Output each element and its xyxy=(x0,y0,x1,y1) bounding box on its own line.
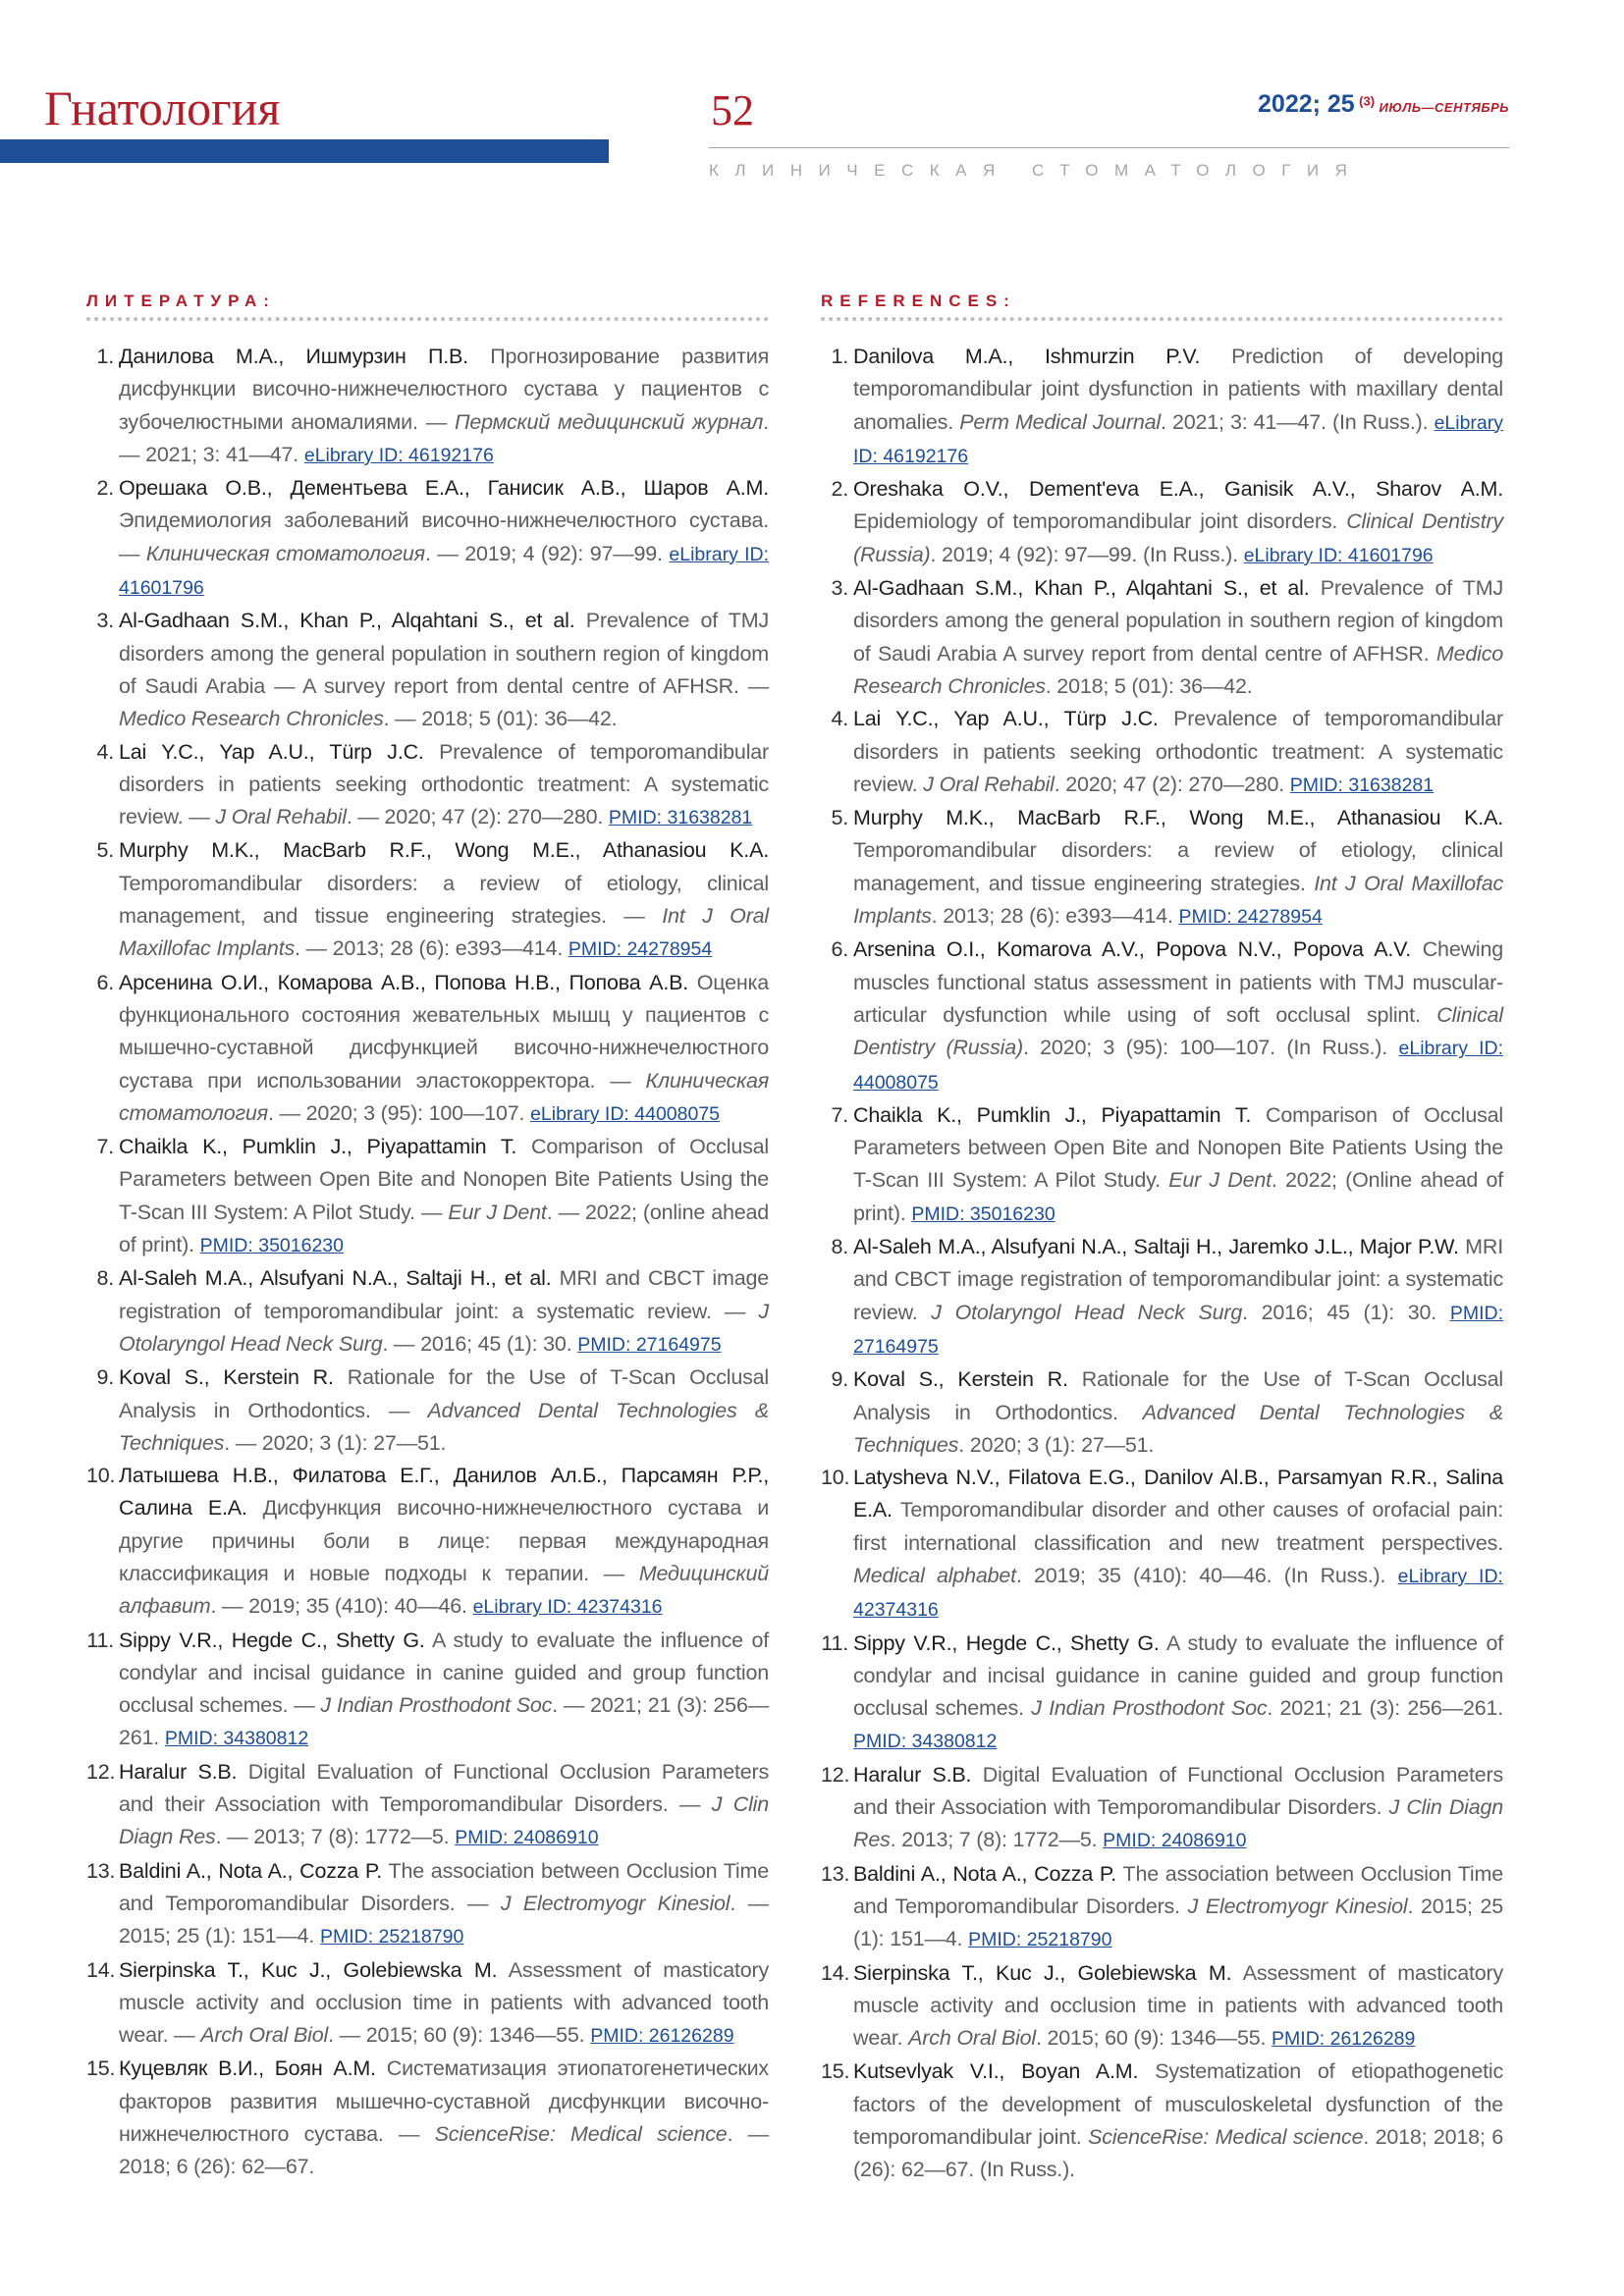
reference-item xyxy=(86,1756,769,1855)
reference-number: 14. xyxy=(821,1960,850,1985)
reference-link[interactable]: eLibrary ID: 46192176 xyxy=(853,411,1504,467)
reference-link[interactable]: PMID: 24278954 xyxy=(1178,906,1323,929)
reference-link[interactable]: PMID: 31638281 xyxy=(1289,774,1435,796)
reference-authors: Haralur S.B. xyxy=(853,1762,972,1787)
reference-title: MRI and CBCT image registration of temporomandibular joint: a systematic review. xyxy=(853,1235,1503,1324)
reference-authors: Sierpinska T., Kuc J., Golebiewska M. xyxy=(853,1960,1232,1985)
reference-source: Advanced Dental Technologies & Techniques xyxy=(119,1398,770,1455)
reference-title: Assessment of masticatory muscle activity and occlusion time in patients with advanced tooth wear. xyxy=(853,1960,1503,2051)
reference-item xyxy=(821,2056,1503,2186)
reference-link[interactable]: PMID: 26126289 xyxy=(1272,2028,1416,2051)
reference-authors: Haralur S.B. xyxy=(119,1759,238,1784)
reference-number: 10. xyxy=(821,1466,850,1490)
reference-source: Perm Medical Journal xyxy=(959,409,1161,434)
reference-authors: Chaikla K., Pumklin J., Piyapattamin T. xyxy=(119,1135,517,1159)
reference-number: 11. xyxy=(86,1628,114,1652)
reference-source: Eur J Dent xyxy=(448,1200,547,1224)
reference-number: 1. xyxy=(96,345,114,368)
reference-title: Prediction of developing temporomandibular joint dysfunction in patients with maxillary dental anomalies. xyxy=(853,345,1503,434)
reference-list-ru xyxy=(86,341,769,2184)
reference-details: . — 2019; 4 (92): 97—99. xyxy=(424,541,670,565)
reference-title: Systematization of etiopathogenetic factors of the development of musculoskeletal dysfunction of the temporomandibular joint. xyxy=(853,2059,1503,2150)
reference-details: . — 2022; (online ahead of print). xyxy=(119,1200,769,1257)
reference-number: 4. xyxy=(831,707,848,731)
reference-authors: Куцевляк В.И., Боян А.М. xyxy=(119,2056,376,2081)
reference-link[interactable]: PMID: 35016230 xyxy=(911,1202,1056,1225)
reference-title: A study to evaluate the influence of condylar and incisal guidance in canine guided and group function occlusal schemes. — xyxy=(119,1628,769,1718)
reference-source: J Indian Prosthodont Soc xyxy=(320,1693,553,1718)
reference-title: Дисфункция височно-нижнечелюстного сустава и другие причины боли в лице: первая международная классификация и новые подходы к терапии. — xyxy=(119,1496,770,1585)
reference-item xyxy=(821,1628,1503,1759)
reference-title: Rationale for the Use of T-Scan Occlusal Analysis in Orthodontics. — xyxy=(119,1365,769,1422)
reference-number: 7. xyxy=(831,1102,848,1127)
reference-details: . 2020; 3 (95): 100—107. (In Russ.). xyxy=(1022,1036,1399,1060)
reference-source: Arch Oral Biol xyxy=(200,2023,329,2048)
brand-bar xyxy=(0,139,609,163)
references-column-ru xyxy=(86,293,769,2184)
journal-name: КЛИНИЧЕСКАЯ СТОМАТОЛОГИЯ xyxy=(709,161,1364,180)
reference-source: J Otolaryngol Head Neck Surg xyxy=(931,1300,1243,1324)
reference-link[interactable]: PMID: 24278954 xyxy=(568,938,713,961)
reference-number: 7. xyxy=(96,1135,114,1159)
reference-title: Comparison of Occlusal Parameters between Open Bite and Nonopen Bite Patients Using the T-Scan III System: A Pilot Study. — xyxy=(119,1135,769,1224)
reference-source: J Oral Rehabil xyxy=(215,805,347,829)
reference-details: . — 2013; 7 (8): 1772—5. xyxy=(215,1825,456,1849)
reference-details: . — 2018; 6 (26): 62—67. xyxy=(119,2122,769,2179)
reference-authors: Chaikla K., Pumklin J., Piyapattamin T. xyxy=(853,1102,1252,1127)
reference-title: Digital Evaluation of Functional Occlusion Parameters and their Association with Temporomandibular Disorders. xyxy=(853,1762,1503,1820)
reference-details: . 2020; 47 (2): 270—280. xyxy=(1054,772,1290,796)
reference-item xyxy=(86,1131,769,1262)
reference-link[interactable]: eLibrary ID: 42374316 xyxy=(853,1565,1503,1622)
reference-link[interactable]: PMID: 34380812 xyxy=(164,1728,309,1750)
reference-source: ScienceRise: Medical science xyxy=(1088,2125,1364,2150)
reference-authors: Орешака О.В., Дементьева Е.А., Ганисик А.В., Шаров А.М. xyxy=(119,476,769,501)
reference-details: . — 2021; 3: 41—47. xyxy=(119,409,769,466)
reference-item xyxy=(86,1954,769,2054)
reference-number: 6. xyxy=(831,937,848,962)
reference-number: 1. xyxy=(831,345,848,368)
reference-details: . 2013; 28 (6): e393—414. xyxy=(931,904,1179,929)
reference-item xyxy=(821,341,1503,473)
reference-item xyxy=(821,802,1503,934)
reference-source: J Clin Diagn Res xyxy=(853,1795,1503,1852)
reference-details: . 2018; 2018; 6 (26): 62—67. (In Russ.). xyxy=(853,2125,1503,2182)
reference-source: Clinical Dentistry (Russia) xyxy=(853,509,1504,566)
section-brand-title: Гнатология xyxy=(44,80,281,135)
reference-details: . 2021; 21 (3): 256—261. xyxy=(1267,1696,1503,1721)
reference-source: Medical alphabet xyxy=(853,1563,1016,1587)
reference-item xyxy=(821,1858,1503,1957)
reference-item xyxy=(86,2053,769,2183)
reference-item xyxy=(86,1362,769,1460)
reference-source: J Oral Rehabil xyxy=(923,772,1055,796)
reference-details: . 2016; 45 (1): 30. xyxy=(1242,1300,1450,1324)
reference-authors: Murphy M.K., MacBarb R.F., Wong M.E., Athanasiou K.A. xyxy=(119,838,769,863)
reference-source: J Otolaryngol Head Neck Surg xyxy=(119,1299,769,1356)
reference-link[interactable]: eLibrary ID: 41601796 xyxy=(1243,544,1434,566)
reference-authors: Arsenina O.I., Komarova A.V., Popova N.V., Popova A.V. xyxy=(853,937,1412,962)
reference-number: 15. xyxy=(86,2056,116,2081)
reference-authors: Al-Saleh M.A., Alsufyani N.A., Saltaji H., et al. xyxy=(119,1266,552,1291)
reference-title: Оценка функционального состояния жевательных мышц у пациентов с мышечно-суставной дисфункцией височно-нижнечелюстного сустава при использовании эластокорректора. — xyxy=(119,970,769,1093)
reference-item xyxy=(821,1099,1503,1231)
reference-details: . — 2015; 25 (1): 151—4. xyxy=(119,1891,769,1949)
reference-number: 2. xyxy=(831,477,848,502)
reference-source: Медицинский алфавит xyxy=(119,1561,769,1619)
reference-item xyxy=(86,341,769,472)
reference-item xyxy=(86,1855,769,1954)
references-column-en xyxy=(821,293,1503,2187)
issue-info xyxy=(1258,90,1509,119)
reference-source: J Clin Diagn Res xyxy=(119,1792,770,1849)
reference-number: 2. xyxy=(96,476,114,501)
reference-details: . — 2013; 28 (6): e393—414. xyxy=(295,936,568,961)
reference-title: Prevalence of temporomandibular disorders in patients seeking orthodontic treatment: A systematic review. — xyxy=(119,739,769,829)
reference-title: Chewing muscles functional status assessment in patients with TMJ muscular-articular dysfunction while using of soft occlusal splint. xyxy=(853,937,1503,1027)
reference-details: . 2018; 5 (01): 36—42. xyxy=(1045,673,1253,698)
reference-item xyxy=(86,1460,769,1624)
reference-number: 11. xyxy=(821,1630,848,1655)
reference-title: The association between Occlusion Time and Temporomandibular Disorders. xyxy=(853,1861,1503,1918)
section-title-literatura: ЛИТЕРАТУРА: xyxy=(86,293,769,321)
reference-item xyxy=(86,1262,769,1362)
reference-source: Clinical Dentistry (Russia) xyxy=(853,1002,1503,1060)
reference-number: 13. xyxy=(821,1861,850,1886)
reference-number: 5. xyxy=(96,838,114,863)
reference-source: Medico Research Chronicles xyxy=(853,641,1503,698)
reference-source: Int J Oral Maxillofac Implants xyxy=(119,904,769,961)
reference-number: 3. xyxy=(96,609,114,633)
section-title-references: REFERENCES: xyxy=(821,293,1503,321)
reference-authors: Murphy M.K., MacBarb R.F., Wong M.E., Athanasiou K.A. xyxy=(853,806,1503,830)
reference-title: Temporomandibular disorders: a review of etiology, clinical management, and tissue engineering strategies. xyxy=(853,838,1503,895)
reference-source: Advanced Dental Technologies & Techniques xyxy=(853,1400,1503,1457)
reference-details: . 2015; 60 (9): 1346—55. xyxy=(1036,2026,1272,2051)
reference-title: Rationale for the Use of T-Scan Occlusal Analysis in Orthodontics. xyxy=(853,1367,1503,1424)
reference-number: 14. xyxy=(86,1957,116,1982)
reference-authors: Sippy V.R., Hegde C., Shetty G. xyxy=(119,1628,425,1652)
reference-source: Arch Oral Biol xyxy=(908,2026,1036,2051)
reference-item xyxy=(86,834,769,966)
reference-details: . 2019; 4 (92): 97—99. (In Russ.). xyxy=(930,542,1244,566)
reference-details: . 2019; 35 (410): 40—46. (In Russ.). xyxy=(1015,1563,1398,1587)
reference-item xyxy=(821,703,1503,802)
reference-link[interactable]: PMID: 24086910 xyxy=(1103,1830,1247,1852)
reference-authors: Al-Saleh M.A., Alsufyani N.A., Saltaji H., Jaremko J.L., Major P.W. xyxy=(853,1235,1459,1259)
reference-link[interactable]: eLibrary ID: 42374316 xyxy=(472,1596,663,1619)
reference-details: . 2013; 7 (8): 1772—5. xyxy=(890,1828,1104,1852)
reference-authors: Латышева Н.В., Филатова Е.Г., Данилов Ал.Б., Парсамян Р.Р., Салина Е.А. xyxy=(119,1464,769,1521)
reference-authors: Данилова М.А., Ишмурзин П.В. xyxy=(119,345,468,368)
reference-link[interactable]: eLibrary ID: 44008075 xyxy=(853,1038,1503,1094)
reference-title: MRI and CBCT image registration of temporomandibular joint: a systematic review. — xyxy=(119,1266,769,1323)
reference-authors: Al-Gadhaan S.M., Khan P., Alqahtani S., et al. xyxy=(119,609,575,633)
reference-item xyxy=(821,934,1503,1098)
reference-item xyxy=(86,736,769,835)
reference-source: Клиническая стоматология xyxy=(145,541,425,565)
reference-authors: Sippy V.R., Hegde C., Shetty G. xyxy=(853,1630,1160,1655)
reference-title: Epidemiology of temporomandibular joint disorders. xyxy=(853,509,1347,534)
reference-item xyxy=(86,1625,769,1756)
reference-details: . — 2018; 5 (01): 36—42. xyxy=(383,707,618,731)
reference-link[interactable]: PMID: 25218790 xyxy=(319,1926,464,1949)
reference-details: . — 2020; 3 (1): 27—51. xyxy=(224,1430,447,1455)
reference-authors: Koval S., Kerstein R. xyxy=(853,1367,1068,1392)
reference-item xyxy=(821,1462,1503,1627)
reference-number: 9. xyxy=(96,1365,114,1390)
reference-details: . — 2020; 3 (95): 100—107. xyxy=(267,1100,531,1125)
reference-title: A study to evaluate the influence of condylar and incisal guidance in canine guided and group function occlusal schemes. xyxy=(853,1630,1503,1721)
reference-source: Eur J Dent xyxy=(1168,1168,1272,1193)
reference-link[interactable]: PMID: 34380812 xyxy=(853,1731,998,1753)
reference-details: . — 2020; 47 (2): 270—280. xyxy=(346,805,609,829)
reference-details: . — 2016; 45 (1): 30. xyxy=(382,1331,578,1356)
reference-authors: Baldini A., Nota A., Cozza P. xyxy=(853,1861,1117,1886)
reference-authors: Latysheva N.V., Filatova E.G., Danilov Al.B., Parsamyan R.R., Salina E.A. xyxy=(853,1466,1503,1522)
reference-source: Int J Oral Maxillofac Implants xyxy=(853,871,1504,929)
reference-title: Систематизация этиопатогенетических факторов развития мышечно-суставной дисфункции височно-нижнечелюстного сустава. — xyxy=(119,2056,769,2147)
reference-authors: Lai Y.C., Yap A.U., Türp J.C. xyxy=(119,739,424,764)
reference-link[interactable]: eLibrary ID: 41601796 xyxy=(119,543,769,600)
reference-source: ScienceRise: Medical science xyxy=(434,2122,728,2147)
reference-number: 12. xyxy=(821,1762,850,1787)
reference-number: 12. xyxy=(86,1759,116,1784)
reference-number: 10. xyxy=(86,1464,116,1488)
reference-number: 8. xyxy=(831,1235,848,1259)
reference-source: J Electromyogr Kinesiol xyxy=(1187,1894,1408,1918)
reference-details: . 2015; 25 (1): 151—4. xyxy=(853,1894,1503,1951)
reference-number: 9. xyxy=(831,1367,848,1392)
reference-item xyxy=(821,473,1503,572)
reference-item xyxy=(821,572,1503,703)
reference-title: Prevalence of TMJ disorders among the general population in southern region of kingdom of Saudi Arabia — A survey report from dental centre of AFHSR. — xyxy=(119,609,770,698)
reference-authors: Al-Gadhaan S.M., Khan P., Alqahtani S., et al. xyxy=(853,576,1310,601)
reference-title: Temporomandibular disorders: a review of etiology, clinical management, and tissue engineering strategies. — xyxy=(119,871,769,929)
reference-details: . — 2019; 35 (410): 40—46. xyxy=(210,1594,473,1619)
reference-link[interactable]: PMID: 27164975 xyxy=(577,1333,722,1356)
reference-title: Digital Evaluation of Functional Occlusion Parameters and their Association with Temporomandibular Disorders. — xyxy=(119,1759,769,1817)
reference-number: 6. xyxy=(96,970,114,994)
header-rule xyxy=(709,147,1509,148)
reference-authors: Baldini A., Nota A., Cozza P. xyxy=(119,1858,383,1883)
reference-number: 5. xyxy=(831,806,848,830)
reference-title: Comparison of Occlusal Parameters between Open Bite and Nonopen Bite Patients Using the T-Scan III System: A Pilot Study. xyxy=(853,1102,1503,1193)
reference-link[interactable]: PMID: 27164975 xyxy=(853,1302,1503,1358)
reference-item xyxy=(86,472,769,605)
reference-link[interactable]: PMID: 26126289 xyxy=(590,2025,734,2048)
reference-list-en xyxy=(821,341,1503,2187)
reference-title: Assessment of masticatory muscle activity and occlusion time in patients with advanced tooth wear. — xyxy=(119,1957,769,2048)
reference-authors: Арсенина О.И., Комарова А.В., Попова Н.В., Попова А.В. xyxy=(119,970,689,994)
reference-title: Prevalence of TMJ disorders among the general population in southern region of kingdom of Saudi Arabia A survey report from dental centre of AFHSR. xyxy=(853,576,1504,666)
reference-authors: Danilova M.A., Ishmurzin P.V. xyxy=(853,345,1201,368)
reference-link[interactable]: eLibrary ID: 46192176 xyxy=(303,444,494,466)
reference-title: The association between Occlusion Time and Temporomandibular Disorders. — xyxy=(119,1858,769,1915)
reference-title: Эпидемиология заболеваний височно-нижнечелюстного сустава. — xyxy=(119,508,769,565)
reference-details: . — 2015; 60 (9): 1346—55. xyxy=(328,2023,591,2048)
reference-item xyxy=(821,1759,1503,1858)
reference-source: Клиническая стоматология xyxy=(119,1068,769,1125)
reference-details: . 2021; 3: 41—47. (In Russ.). xyxy=(1160,409,1435,434)
reference-link[interactable]: PMID: 25218790 xyxy=(968,1929,1112,1951)
reference-title: Prevalence of temporomandibular disorders in patients seeking orthodontic treatment: A systematic review. xyxy=(853,707,1503,796)
reference-item xyxy=(821,1363,1503,1462)
reference-authors: Lai Y.C., Yap A.U., Türp J.C. xyxy=(853,707,1159,731)
reference-item xyxy=(821,1957,1503,2056)
reference-number: 3. xyxy=(831,576,848,601)
reference-number: 13. xyxy=(86,1858,116,1883)
reference-item xyxy=(86,605,769,735)
reference-authors: Sierpinska T., Kuc J., Golebiewska M. xyxy=(119,1957,498,1982)
reference-source: Пермский медицинский журнал xyxy=(455,409,764,434)
reference-item xyxy=(821,1231,1503,1363)
reference-details: . — 2021; 21 (3): 256—261. xyxy=(119,1693,769,1750)
reference-details: . 2022; (Online ahead of print). xyxy=(853,1168,1503,1225)
issue-year-volume: 2022; 25 xyxy=(1258,90,1355,118)
reference-authors: Oreshaka O.V., Dement'eva E.A., Ganisik A.V., Sharov A.M. xyxy=(853,477,1503,502)
reference-title: Прогнозирование развития дисфункции височно-нижнечелюстного сустава у пациентов с зубочелюстными аномалиями. — xyxy=(119,345,770,434)
reference-link[interactable]: eLibrary ID: 44008075 xyxy=(530,1102,721,1125)
reference-source: J Indian Prosthodont Soc xyxy=(1031,1696,1268,1721)
reference-details: . 2020; 3 (1): 27—51. xyxy=(958,1432,1155,1457)
reference-source: Medico Research Chronicles xyxy=(119,707,384,731)
reference-link[interactable]: PMID: 31638281 xyxy=(608,807,753,829)
reference-link[interactable]: PMID: 24086910 xyxy=(455,1827,599,1849)
issue-number: (3) xyxy=(1359,93,1376,109)
page-number: 52 xyxy=(711,86,754,134)
reference-source: J Electromyogr Kinesiol xyxy=(500,1891,731,1915)
reference-link[interactable]: PMID: 35016230 xyxy=(199,1235,344,1257)
reference-authors: Koval S., Kerstein R. xyxy=(119,1365,334,1390)
reference-authors: Kutsevlyak V.I., Boyan A.M. xyxy=(853,2059,1139,2084)
issue-period: ИЮЛЬ—СЕНТЯБРЬ xyxy=(1379,100,1509,115)
reference-item xyxy=(86,967,769,1131)
reference-number: 15. xyxy=(821,2059,850,2084)
reference-number: 4. xyxy=(96,739,114,764)
reference-number: 8. xyxy=(96,1266,114,1291)
reference-title: Temporomandibular disorder and other causes of orofacial pain: first international classification and new treatment perspectives. xyxy=(853,1498,1503,1555)
